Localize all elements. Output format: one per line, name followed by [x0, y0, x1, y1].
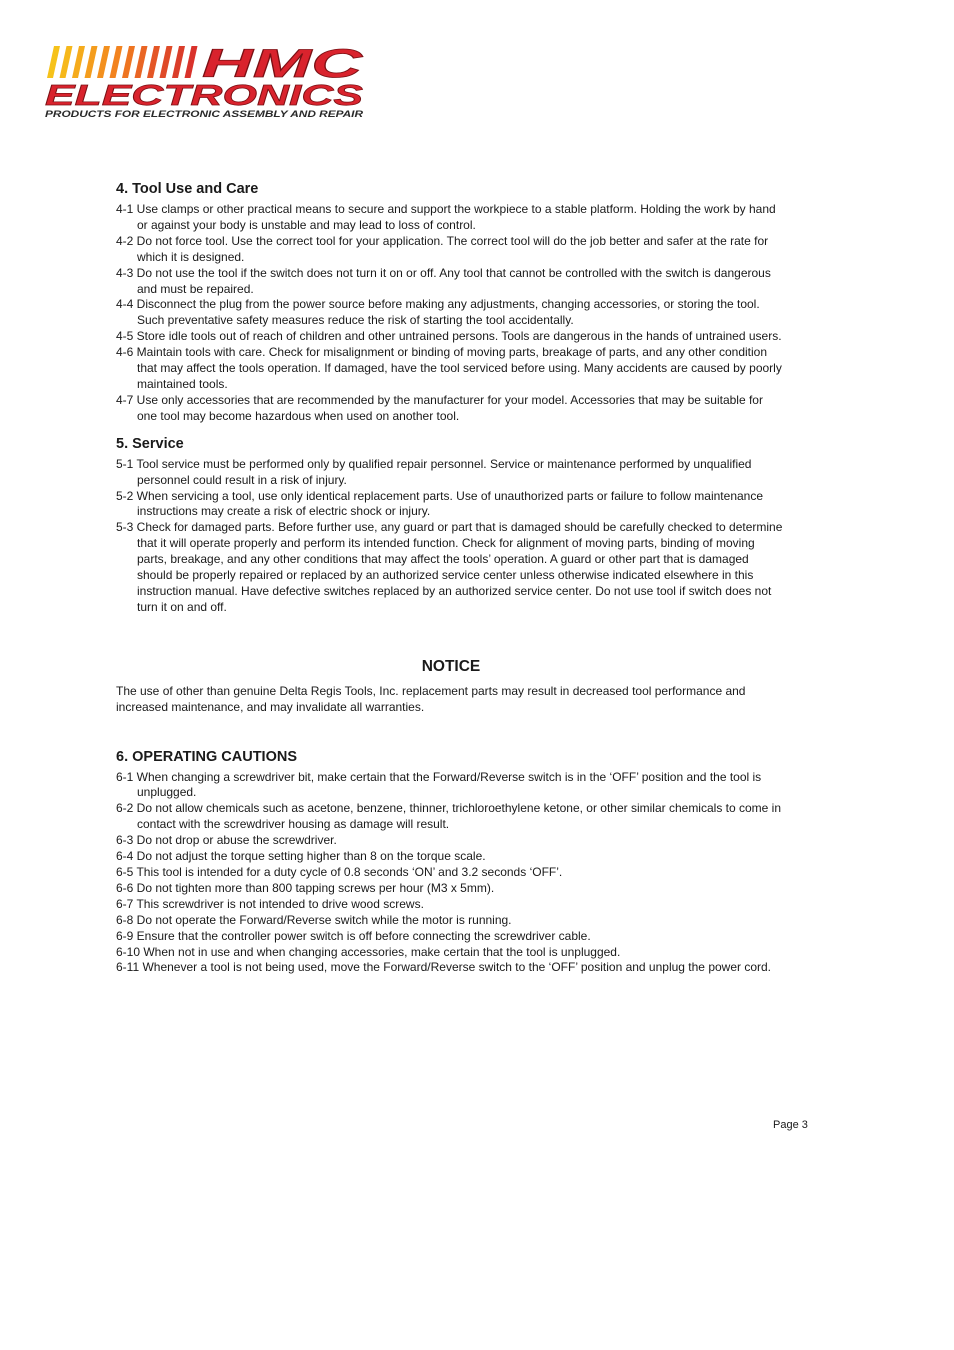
- document-body: [116, 180, 786, 976]
- section-title: 4. Tool Use and Care: [116, 181, 259, 197]
- notice-title: NOTICE: [421, 657, 481, 675]
- logo-stripe: [97, 46, 110, 78]
- list-item: 6-10 When not in use and when changing accessories, make certain that the tool is unplugged.: [116, 944, 621, 959]
- logo-stripe: [60, 46, 73, 78]
- section-service: [116, 435, 786, 616]
- logo-stripe: [122, 46, 135, 78]
- list-item: 5-2 When servicing a tool, use only identical replacement parts. Use of unauthorized parts or failure to follow maintenance instructions may create a risk of electric shock or injury.: [116, 488, 764, 519]
- notice-block: [116, 658, 786, 716]
- logo-brand: HMC: [202, 44, 364, 86]
- list-item: 6-2 Do not allow chemicals such as acetone, benzene, thinner, trichloroethylene ketone, or other similar chemicals to come in contact with the screwdriver housing as damage will result.: [116, 801, 782, 832]
- logo-stripe: [147, 46, 160, 78]
- logo-stripe: [72, 46, 85, 78]
- page-number: Page 3: [773, 1119, 808, 1131]
- list-item: 6-8 Do not operate the Forward/Reverse switch while the motor is running.: [116, 912, 512, 927]
- list-item: 4-5 Store idle tools out of reach of children and other untrained persons. Tools are dangerous in the hands of untrained users.: [116, 329, 782, 344]
- section-items: [116, 770, 786, 977]
- section-items: [116, 457, 786, 616]
- list-item: 4-3 Do not use the tool if the switch does not turn it on or off. Any tool that cannot be controlled with the switch is dangerous and must be repaired.: [116, 265, 771, 296]
- list-item: 5-1 Tool service must be performed only by qualified repair personnel. Service or maintenance performed by unqualified personnel could result in a risk of injury.: [116, 456, 752, 487]
- logo-stripe: [135, 46, 148, 78]
- list-item: 4-6 Maintain tools with care. Check for misalignment or binding of moving parts, breakage of parts, and any other condition that may affect the tools operation. If damaged, have the tool serviced before using. Many accidents are caused by poorly maintained tools.: [116, 345, 782, 391]
- section-items: [116, 202, 786, 425]
- logo-stripe: [47, 46, 60, 78]
- list-item: 6-6 Do not tighten more than 800 tapping screws per hour (M3 x 5mm).: [116, 880, 495, 895]
- logo-stripe: [110, 46, 123, 78]
- logo-tagline: PRODUCTS FOR ELECTRONIC ASSEMBLY AND REPAIR: [45, 109, 364, 120]
- logo-stripe: [85, 46, 98, 78]
- logo-speed-stripes: [47, 46, 198, 78]
- list-item: 6-11 Whenever a tool is not being used, move the Forward/Reverse switch to the ‘OFF’ position and unplug the power cord.: [116, 960, 772, 975]
- logo-stripe: [160, 46, 173, 78]
- list-item: 6-5 This tool is intended for a duty cycle of 0.8 seconds ‘ON’ and 3.2 seconds ‘OFF’.: [116, 865, 563, 879]
- notice-text: The use of other than genuine Delta Regis Tools, Inc. replacement parts may result in decreased tool performance and increased maintenance, and may invalidate all warranties.: [116, 683, 746, 714]
- list-item: 5-3 Check for damaged parts. Before further use, any guard or part that is damaged should be carefully checked to determine that it will operate properly and perform its intended function. Check for alignment of moving parts, binding of moving parts, breakage, and any other conditions that may affect the tools’ operation. A guard or other part that is damaged should be properly repaired or replaced by an authorized service center unless otherwise indicated elsewhere in this instruction manual. Have defective switches replaced by an authorized service center. Do not use tool if switch does not turn it on and off.: [116, 520, 783, 614]
- company-logo: [44, 44, 366, 120]
- list-item: 6-4 Do not adjust the torque setting higher than 8 on the torque scale.: [116, 849, 486, 864]
- list-item: 6-9 Ensure that the controller power switch is off before connecting the screwdriver cable.: [116, 928, 591, 943]
- list-item: 6-1 When changing a screwdriver bit, make certain that the Forward/Reverse switch is in the ‘OFF’ position and the tool is unplugged.: [116, 769, 762, 800]
- list-item: 6-7 This screwdriver is not intended to drive wood screws.: [116, 896, 424, 911]
- list-item: 4-2 Do not force tool. Use the correct tool for your application. The correct tool will do the job better and safer at the rate for which it is designed.: [116, 233, 769, 264]
- list-item: 4-1 Use clamps or other practical means to secure and support the workpiece to a stable platform. Holding the work by hand or against your body is unstable and may lead to loss of control.: [116, 202, 776, 232]
- logo-sub-brand: ELECTRONICS: [45, 80, 365, 112]
- section-tool-use-and-care: [116, 180, 786, 425]
- logo-stripe: [185, 46, 198, 78]
- list-item: 4-7 Use only accessories that are recommended by the manufacturer for your model. Accessories that may be suitable for one tool may become hazardous when used on another tool.: [116, 392, 763, 423]
- section-title: 5. Service: [116, 435, 184, 452]
- section-title: 6. OPERATING CAUTIONS: [116, 748, 297, 765]
- logo-stripe: [172, 46, 185, 78]
- list-item: 4-4 Disconnect the plug from the power source before making any adjustments, changing accessories, or storing the tool. Such preventative safety measures reduce the risk of starting the tool accidentally.: [116, 297, 760, 328]
- list-item: 6-3 Do not drop or abuse the screwdriver.: [116, 833, 337, 848]
- section-operating-cautions: [116, 748, 786, 977]
